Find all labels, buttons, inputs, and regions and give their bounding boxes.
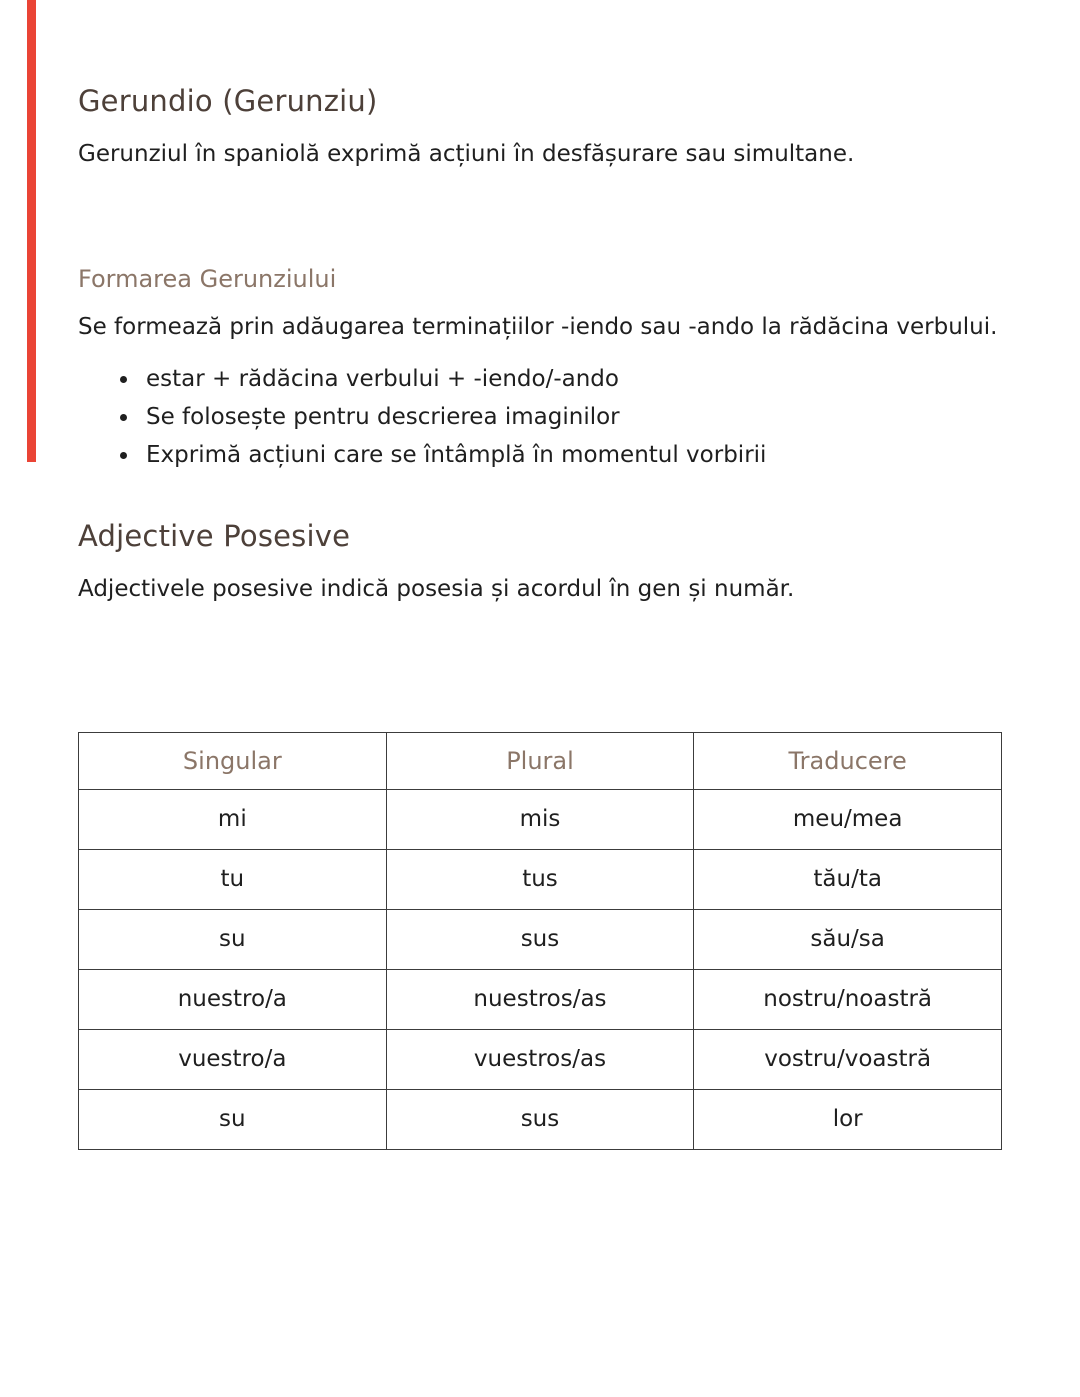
table-cell: sus [386,909,694,969]
table-row [79,909,1002,969]
table-cell: tu [79,849,387,909]
table-row [79,1089,1002,1149]
table-cell: vostru/voastră [694,1029,1002,1089]
bullet-item: • estar + rădăcina verbului + -iendo/-ando [140,360,1002,398]
table-row [79,969,1002,1029]
table-cell: său/sa [694,909,1002,969]
table-cell: nuestros/as [386,969,694,1029]
bullet-item: • Se folosește pentru descrierea imaginilor [140,398,1002,436]
table-header-row [79,732,1002,789]
table-cell: su [79,909,387,969]
table-header-singular: Singular [79,732,387,789]
table-cell: vuestros/as [386,1029,694,1089]
table-row [79,1029,1002,1089]
table-row [79,789,1002,849]
table-header-plural: Plural [386,732,694,789]
formation-sub-title: Formarea Gerunziului [78,264,337,293]
table-cell: meu/mea [694,789,1002,849]
table-cell: nostru/noastră [694,969,1002,1029]
table-header-traducere: Traducere [694,732,1002,789]
left-accent-bar [27,0,36,462]
table-cell: nuestro/a [79,969,387,1029]
possessive-section-title: Adjective Posesive [78,518,351,553]
bullet-item: • Exprimă acțiuni care se întâmplă în momentul vorbirii [140,436,1002,474]
table-cell: sus [386,1089,694,1149]
formation-body-paragraph: Se formează prin adăugarea terminațiilor -iendo sau -ando la rădăcina verbului. [78,313,998,340]
table-cell: vuestro/a [79,1029,387,1089]
possessive-intro-paragraph: Adjectivele posesive indică posesia și acordul în gen și număr. [78,575,795,602]
table-cell: tus [386,849,694,909]
gerund-section-title: Gerundio (Gerunziu) [78,84,378,118]
possessive-adjectives-table [78,732,1002,1150]
table-cell: tău/ta [694,849,1002,909]
gerund-intro-paragraph: Gerunziul în spaniolă exprimă acțiuni în desfășurare sau simultane. [78,141,855,167]
table-cell: lor [694,1089,1002,1149]
table-cell: mi [79,789,387,849]
formation-bullet-list [140,360,1002,475]
table-cell: su [79,1089,387,1149]
table-row [79,849,1002,909]
table-cell: mis [386,789,694,849]
